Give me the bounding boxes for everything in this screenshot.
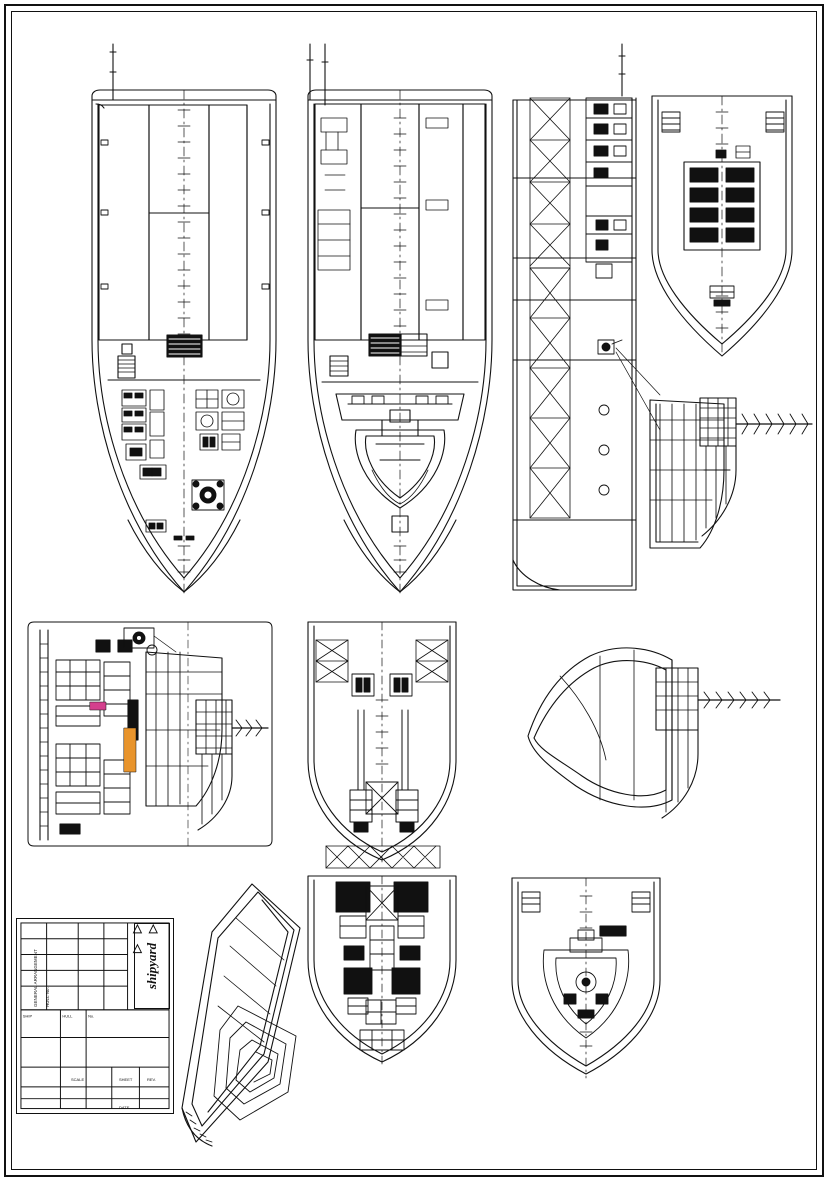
svg-text:No.: No. xyxy=(88,1013,95,1019)
drawing-subtitle-text: HULL No. xyxy=(45,987,50,1007)
view-perspective-hull xyxy=(182,884,300,1146)
rev-field-label: REV. xyxy=(147,1077,156,1082)
view-stern-deckhouse xyxy=(652,96,792,356)
view-bow-section xyxy=(528,648,780,818)
view-top-main-deck xyxy=(92,44,276,596)
view-top-superstructure xyxy=(307,44,492,596)
view-plan-hold xyxy=(308,876,456,1066)
svg-text:HULL: HULL xyxy=(62,1013,73,1019)
date-field-label: DATE xyxy=(119,1105,130,1110)
sheet-field-label: SHEET xyxy=(119,1077,133,1082)
scale-field-label: SCALE xyxy=(71,1077,85,1082)
svg-text:SHIP: SHIP xyxy=(22,1013,33,1019)
view-detail-engine-room-plan xyxy=(28,622,272,846)
shipyard-logo-text: shipyard xyxy=(144,942,159,990)
shipyard-logo xyxy=(134,923,170,1009)
drawing-title-text: GENERAL ARRANGEMENT xyxy=(33,949,38,1007)
view-plan-lower-deck xyxy=(308,622,456,868)
view-profile-starboard xyxy=(513,44,660,590)
view-detail-stern-gear xyxy=(650,398,812,548)
title-block xyxy=(16,918,174,1114)
view-bow-forecastle xyxy=(512,878,660,1078)
